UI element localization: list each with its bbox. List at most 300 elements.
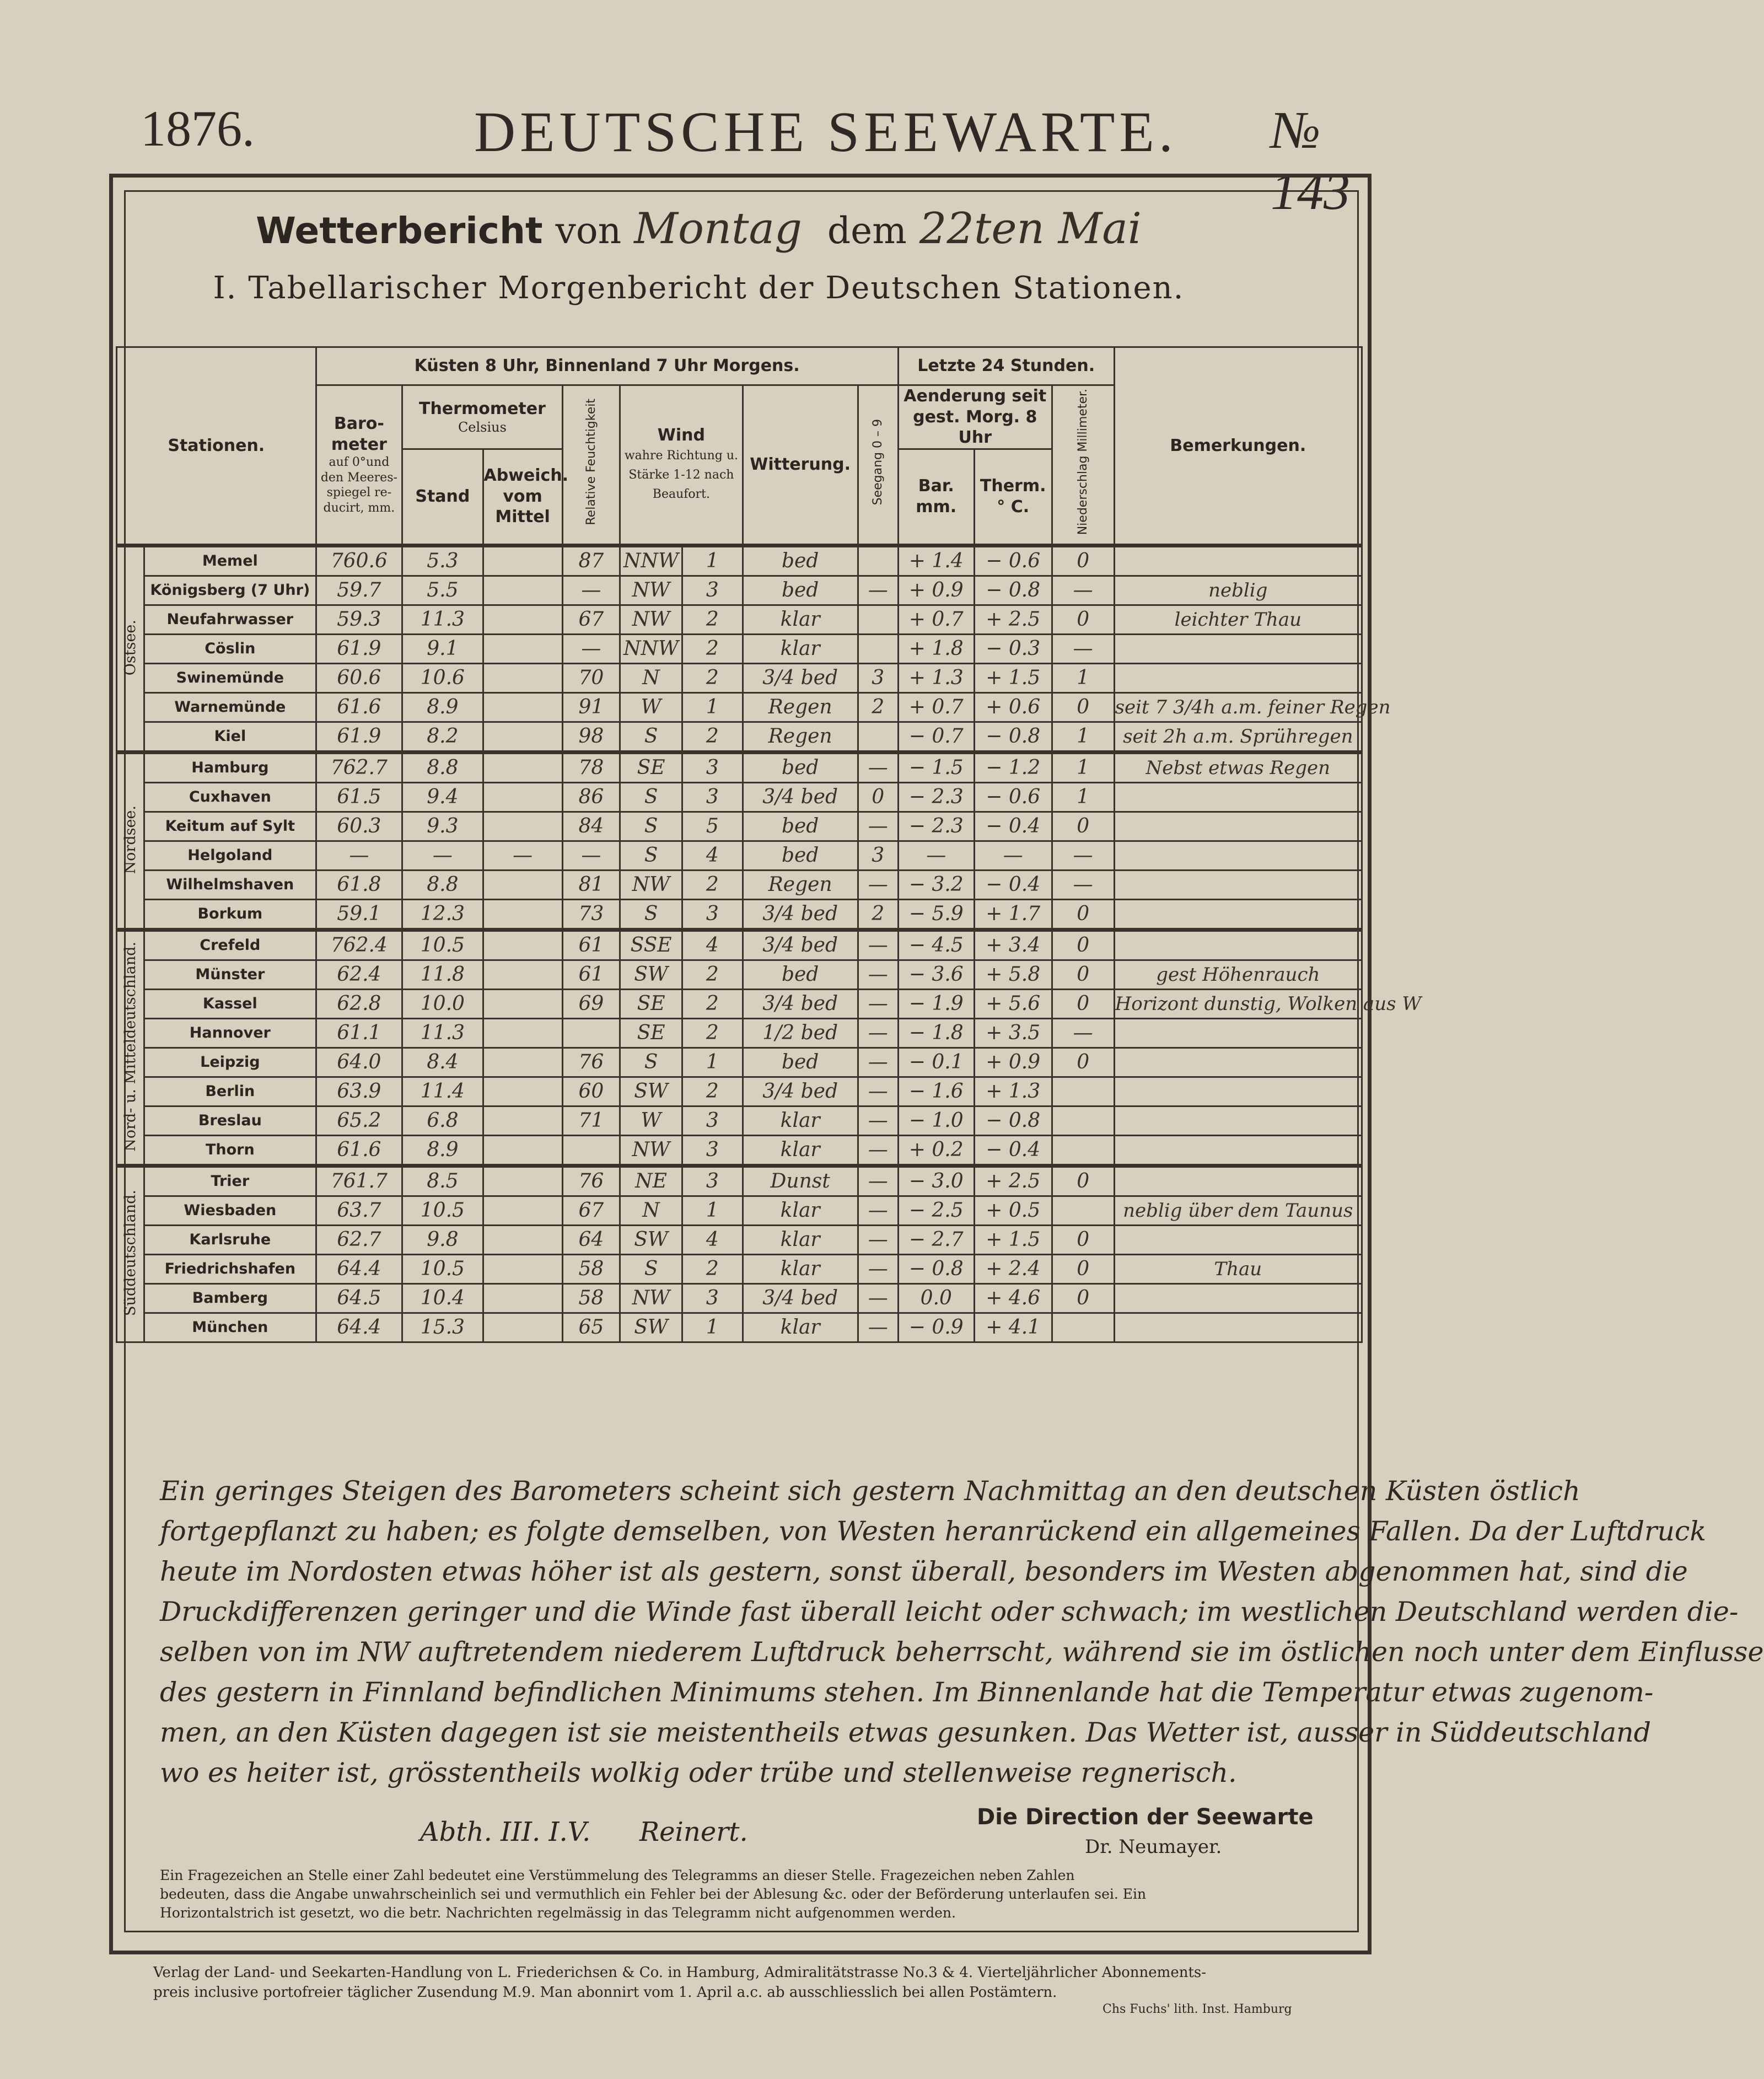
feucht-cell: — (562, 576, 620, 605)
feucht-cell: 69 (562, 989, 620, 1018)
bemerkung-cell: leichter Thau (1114, 605, 1362, 634)
table-row (117, 899, 1362, 930)
bemerkung-cell (1114, 545, 1362, 576)
seegang-cell: — (858, 870, 898, 899)
feucht-cell: 64 (562, 1225, 620, 1254)
header-barometer-label: Baro- meter (331, 414, 387, 454)
therm-change-cell: − 0.8 (974, 576, 1052, 605)
feucht-cell: 61 (562, 960, 620, 989)
footer-line: preis inclusive portofreier täglicher Zusendung M.9. Man abonnirt vom 1. April a.c. ab ausschliesslich bei allen Postämtern. (153, 1984, 1057, 2001)
table-row (117, 1106, 1362, 1135)
therm-change-cell: — (974, 841, 1052, 870)
witterung-cell: bed (743, 752, 858, 782)
feucht-cell: 70 (562, 663, 620, 692)
bar-change-cell: + 1.3 (898, 663, 974, 692)
feucht-cell: 76 (562, 1047, 620, 1077)
station-name: Borkum (144, 899, 316, 930)
wind-force-cell: 3 (682, 1283, 743, 1313)
bemerkung-cell (1114, 1106, 1362, 1135)
wind-force-cell: 1 (682, 1047, 743, 1077)
wind-dir-cell: S (620, 899, 682, 930)
header-feuchtigkeit-label: Relative Feuchtigkeit (584, 399, 598, 525)
stand-cell: 12.3 (402, 899, 483, 930)
station-name: Kassel (144, 989, 316, 1018)
barometer-cell: 60.6 (316, 663, 402, 692)
table-row (117, 1018, 1362, 1047)
therm-change-cell: + 2.5 (974, 605, 1052, 634)
bar-change-cell: − 0.9 (898, 1313, 974, 1342)
barometer-cell: — (316, 841, 402, 870)
witterung-cell: bed (743, 841, 858, 870)
barometer-cell: 63.7 (316, 1196, 402, 1225)
station-name: Friedrichshafen (144, 1254, 316, 1283)
table-row (117, 989, 1362, 1018)
bar-change-cell: − 0.1 (898, 1047, 974, 1077)
barometer-cell: 59.1 (316, 899, 402, 930)
wind-dir-cell: SW (620, 1225, 682, 1254)
witterung-cell: 3/4 bed (743, 1077, 858, 1106)
stand-cell: 8.4 (402, 1047, 483, 1077)
seegang-cell: — (858, 989, 898, 1018)
summary-line: fortgepflanzt zu haben; es folgte demselben, von Westen heranrückend ein allgemeines Fallen. Da der Luftdruck (160, 1516, 1707, 1547)
wind-force-cell: 2 (682, 1077, 743, 1106)
feucht-cell: 81 (562, 870, 620, 899)
publisher-footer (153, 1963, 1388, 2002)
therm-change-cell: − 1.2 (974, 752, 1052, 782)
report-heading (0, 204, 1397, 254)
witterung-cell: klar (743, 634, 858, 663)
bemerkung-cell: neblig (1114, 576, 1362, 605)
station-name: Breslau (144, 1106, 316, 1135)
region-cell (117, 1165, 144, 1342)
therm-change-cell: + 5.8 (974, 960, 1052, 989)
therm-change-cell: + 1.5 (974, 1225, 1052, 1254)
therm-change-cell: − 0.4 (974, 870, 1052, 899)
summary-line: Druckdifferenzen geringer und die Winde fast überall leicht oder schwach; im westlichen Deutschland werden die- (160, 1596, 1739, 1627)
summary-line: des gestern in Finnland befindlichen Minimums stehen. Im Binnenlande hat die Temperatur etwas zugenom- (160, 1677, 1654, 1708)
seegang-cell: — (858, 1018, 898, 1047)
wind-force-cell: 2 (682, 989, 743, 1018)
header-feuchtigkeit (562, 385, 620, 546)
witterung-cell: klar (743, 605, 858, 634)
witterung-cell: bed (743, 960, 858, 989)
bemerkung-cell: Horizont dunstig, Wolken aus W (1114, 989, 1362, 1018)
barometer-cell: 65.2 (316, 1106, 402, 1135)
wind-force-cell: 2 (682, 605, 743, 634)
witterung-cell: 3/4 bed (743, 1283, 858, 1313)
niederschlag-cell: 1 (1052, 752, 1114, 782)
footnote-line: Horizontalstrich ist gesetzt, wo die betr. Nachrichten regelmässig in das Telegramm nicht aufgenommen werden. (160, 1905, 956, 1921)
feucht-cell: 91 (562, 692, 620, 722)
stand-cell: 8.8 (402, 870, 483, 899)
barometer-cell: 61.6 (316, 1135, 402, 1165)
station-name: München (144, 1313, 316, 1342)
station-name: Hamburg (144, 752, 316, 782)
stand-cell: 5.5 (402, 576, 483, 605)
therm-change-cell: + 1.3 (974, 1077, 1052, 1106)
abweich-cell (483, 1106, 562, 1135)
table-row (117, 692, 1362, 722)
barometer-cell: 62.8 (316, 989, 402, 1018)
barometer-cell: 762.7 (316, 752, 402, 782)
direction-label: Die Direction der Seewarte (977, 1804, 1314, 1830)
wind-force-cell: 2 (682, 634, 743, 663)
footer-line: Verlag der Land- und Seekarten-Handlung von L. Friederichsen & Co. in Hamburg, Admiralitätstrasse No.3 & 4. Vierteljährlicher Abonnements- (153, 1964, 1207, 1981)
seegang-cell: — (858, 1254, 898, 1283)
therm-change-cell: − 0.3 (974, 634, 1052, 663)
niederschlag-cell: 0 (1052, 1165, 1114, 1196)
wind-force-cell: 3 (682, 752, 743, 782)
bar-change-cell: + 1.8 (898, 634, 974, 663)
bar-change-cell: − 2.5 (898, 1196, 974, 1225)
stand-cell: 11.3 (402, 1018, 483, 1047)
wind-dir-cell: NE (620, 1165, 682, 1196)
stand-cell: 9.8 (402, 1225, 483, 1254)
barometer-cell: 61.9 (316, 722, 402, 752)
wind-dir-cell: S (620, 1047, 682, 1077)
barometer-cell: 59.3 (316, 605, 402, 634)
niederschlag-cell: 0 (1052, 989, 1114, 1018)
wind-dir-cell: S (620, 841, 682, 870)
bemerkung-cell (1114, 1313, 1362, 1342)
table-row (117, 960, 1362, 989)
barometer-cell: 64.5 (316, 1283, 402, 1313)
wind-force-cell: 3 (682, 899, 743, 930)
wind-dir-cell: SSE (620, 930, 682, 960)
witterung-cell: klar (743, 1135, 858, 1165)
wind-dir-cell: NW (620, 605, 682, 634)
barometer-cell: 61.1 (316, 1018, 402, 1047)
witterung-cell: Regen (743, 722, 858, 752)
wind-dir-cell: N (620, 1196, 682, 1225)
station-name: Bamberg (144, 1283, 316, 1313)
header-bar-change: Bar. mm. (898, 449, 974, 545)
abweich-cell (483, 1254, 562, 1283)
therm-change-cell: + 4.6 (974, 1283, 1052, 1313)
bar-change-cell: − 4.5 (898, 930, 974, 960)
wind-dir-cell: NNW (620, 545, 682, 576)
header-niederschlag (1052, 385, 1114, 546)
station-name: Kiel (144, 722, 316, 752)
abweich-cell (483, 899, 562, 930)
station-name: Königsberg (7 Uhr) (144, 576, 316, 605)
barometer-cell: 761.7 (316, 1165, 402, 1196)
witterung-cell: 3/4 bed (743, 989, 858, 1018)
abweich-cell (483, 1135, 562, 1165)
barometer-cell: 760.6 (316, 545, 402, 576)
therm-change-cell: + 3.5 (974, 1018, 1052, 1047)
bar-change-cell: 0.0 (898, 1283, 974, 1313)
barometer-cell: 61.9 (316, 634, 402, 663)
niederschlag-cell: 0 (1052, 1225, 1114, 1254)
barometer-cell: 62.7 (316, 1225, 402, 1254)
station-name: Wiesbaden (144, 1196, 316, 1225)
niederschlag-cell: 0 (1052, 960, 1114, 989)
barometer-cell: 59.7 (316, 576, 402, 605)
bar-change-cell: + 0.7 (898, 692, 974, 722)
barometer-cell: 61.8 (316, 870, 402, 899)
bemerkung-cell: Thau (1114, 1254, 1362, 1283)
stand-cell: 5.3 (402, 545, 483, 576)
table-row (117, 663, 1362, 692)
table-row (117, 1313, 1362, 1342)
feucht-cell: 73 (562, 899, 620, 930)
niederschlag-cell: 0 (1052, 930, 1114, 960)
bar-change-cell: − 3.6 (898, 960, 974, 989)
bar-change-cell: + 0.9 (898, 576, 974, 605)
wind-dir-cell: S (620, 722, 682, 752)
bar-change-cell: + 1.4 (898, 545, 974, 576)
station-name: Leipzig (144, 1047, 316, 1077)
feucht-cell: 58 (562, 1254, 620, 1283)
header-stand: Stand (402, 449, 483, 545)
bemerkung-cell: gest Höhenrauch (1114, 960, 1362, 989)
feucht-cell: 58 (562, 1283, 620, 1313)
therm-change-cell: − 0.4 (974, 812, 1052, 841)
table-row (117, 870, 1362, 899)
abweich-cell (483, 752, 562, 782)
witterung-cell: 3/4 bed (743, 899, 858, 930)
station-name: Neufahrwasser (144, 605, 316, 634)
witterung-cell: Dunst (743, 1165, 858, 1196)
bemerkung-cell (1114, 812, 1362, 841)
stand-cell: 9.3 (402, 812, 483, 841)
header-aenderung: Aenderung seit gest. Morg. 8 Uhr (898, 385, 1052, 449)
stand-cell: 10.6 (402, 663, 483, 692)
bemerkung-cell: seit 2h a.m. Sprühregen (1114, 722, 1362, 752)
feucht-cell (562, 1018, 620, 1047)
abweich-cell (483, 782, 562, 812)
bemerkung-cell (1114, 1077, 1362, 1106)
summary-line: wo es heiter ist, grösstentheils wolkig oder trübe und stellenweise regnerisch. (160, 1757, 1237, 1788)
bemerkung-cell (1114, 1165, 1362, 1196)
wind-force-cell: 2 (682, 960, 743, 989)
niederschlag-cell: 1 (1052, 722, 1114, 752)
station-name: Keitum auf Sylt (144, 812, 316, 841)
witterung-cell: 3/4 bed (743, 930, 858, 960)
seegang-cell: — (858, 1047, 898, 1077)
therm-change-cell: + 2.5 (974, 1165, 1052, 1196)
bemerkung-cell (1114, 1018, 1362, 1047)
wind-dir-cell: SW (620, 960, 682, 989)
header-wind-note: wahre Richtung u. Stärke 1-12 nach Beaufort. (624, 448, 738, 502)
table-row (117, 782, 1362, 812)
therm-change-cell: − 0.4 (974, 1135, 1052, 1165)
table-row (117, 1135, 1362, 1165)
stand-cell: 15.3 (402, 1313, 483, 1342)
weather-table (116, 346, 1422, 1343)
wind-force-cell: 4 (682, 1225, 743, 1254)
region-label: Nordsee. (122, 805, 139, 874)
witterung-cell: klar (743, 1196, 858, 1225)
therm-change-cell: − 0.6 (974, 782, 1052, 812)
bemerkung-cell: Nebst etwas Regen (1114, 752, 1362, 782)
wind-dir-cell: S (620, 782, 682, 812)
barometer-cell: 64.0 (316, 1047, 402, 1077)
niederschlag-cell (1052, 1135, 1114, 1165)
abweich-cell (483, 989, 562, 1018)
bar-change-cell: − 3.2 (898, 870, 974, 899)
feucht-cell: 60 (562, 1077, 620, 1106)
seegang-cell: — (858, 1313, 898, 1342)
bemerkung-cell (1114, 870, 1362, 899)
witterung-cell: klar (743, 1225, 858, 1254)
table-row (117, 812, 1362, 841)
station-name: Warnemünde (144, 692, 316, 722)
niederschlag-cell: — (1052, 634, 1114, 663)
niederschlag-cell: 0 (1052, 605, 1114, 634)
footnote-line: bedeuten, dass die Angabe unwahrscheinlich sei und vermuthlich ein Fehler bei der Ablesung &c. oder der Beförderung unterlaufen sei. Ein (160, 1886, 1147, 1902)
bar-change-cell: − 5.9 (898, 899, 974, 930)
seegang-cell: — (858, 930, 898, 960)
wind-dir-cell: W (620, 1106, 682, 1135)
bemerkung-cell (1114, 899, 1362, 930)
witterung-cell: bed (743, 1047, 858, 1077)
stand-cell: 8.8 (402, 752, 483, 782)
stand-cell: 9.1 (402, 634, 483, 663)
bemerkung-cell (1114, 841, 1362, 870)
bar-change-cell: − 1.0 (898, 1106, 974, 1135)
header-barometer (316, 385, 402, 546)
abweich-cell (483, 722, 562, 752)
region-label: Ostsee. (122, 619, 139, 676)
header-witterung: Witterung. (743, 385, 858, 546)
station-name: Karlsruhe (144, 1225, 316, 1254)
table-row (117, 841, 1362, 870)
therm-change-cell: + 0.6 (974, 692, 1052, 722)
wind-force-cell: 5 (682, 812, 743, 841)
feucht-cell: 78 (562, 752, 620, 782)
wind-force-cell: 2 (682, 663, 743, 692)
station-name: Berlin (144, 1077, 316, 1106)
signature-abth: Abth. III. I.V. (420, 1817, 591, 1847)
wind-force-cell: 1 (682, 692, 743, 722)
heading-von: von (555, 209, 622, 252)
feucht-cell (562, 1135, 620, 1165)
masthead-title: DEUTSCHE SEEWARTE. (474, 100, 1177, 164)
wind-force-cell: 3 (682, 576, 743, 605)
wind-force-cell: 3 (682, 1165, 743, 1196)
region-cell (117, 930, 144, 1165)
abweich-cell (483, 1196, 562, 1225)
wind-force-cell: 2 (682, 1254, 743, 1283)
niederschlag-cell (1052, 1077, 1114, 1106)
abweich-cell (483, 634, 562, 663)
feucht-cell: — (562, 634, 620, 663)
bemerkung-cell (1114, 782, 1362, 812)
bar-change-cell: + 0.7 (898, 605, 974, 634)
summary-line: selben von im NW auftretendem niederem Luftdruck beherrscht, während sie im östlichen noch unter dem Einflusse (160, 1636, 1764, 1668)
therm-change-cell: − 0.8 (974, 722, 1052, 752)
wind-force-cell: 1 (682, 545, 743, 576)
feucht-cell: 86 (562, 782, 620, 812)
niederschlag-cell: 0 (1052, 692, 1114, 722)
wind-dir-cell: NW (620, 1135, 682, 1165)
abweich-cell (483, 870, 562, 899)
wind-force-cell: 1 (682, 1196, 743, 1225)
table-row (117, 930, 1362, 960)
niederschlag-cell: — (1052, 576, 1114, 605)
bemerkung-cell (1114, 930, 1362, 960)
region-label: Nord- u. Mitteldeutschland. (122, 941, 139, 1152)
table-row (117, 1196, 1362, 1225)
seegang-cell: 2 (858, 899, 898, 930)
bemerkung-cell: seit 7 3/4h a.m. feiner Regen (1114, 692, 1362, 722)
region-label: Süddeutschland. (122, 1190, 139, 1317)
witterung-cell: bed (743, 576, 858, 605)
seegang-cell (858, 605, 898, 634)
heading-prefix: Wetterbericht (256, 209, 543, 252)
abweich-cell (483, 930, 562, 960)
stand-cell: 11.3 (402, 605, 483, 634)
abweich-cell (483, 1018, 562, 1047)
stand-cell: 9.4 (402, 782, 483, 812)
bar-change-cell: − 2.3 (898, 782, 974, 812)
barometer-cell: 61.5 (316, 782, 402, 812)
table-row (117, 1047, 1362, 1077)
header-celsius: Celsius (458, 420, 507, 435)
niederschlag-cell (1052, 1313, 1114, 1342)
seegang-cell: — (858, 1106, 898, 1135)
bar-change-cell: — (898, 841, 974, 870)
stand-cell: 10.5 (402, 930, 483, 960)
wind-force-cell: 2 (682, 870, 743, 899)
seegang-cell: — (858, 1225, 898, 1254)
station-name: Cöslin (144, 634, 316, 663)
header-abweich: Abweich. vom Mittel (483, 449, 562, 545)
bemerkung-cell: neblig über dem Taunus (1114, 1196, 1362, 1225)
header-barometer-note: auf 0°und den Meeres- spiegel re- ducirt, mm. (320, 455, 397, 515)
bar-change-cell: − 0.8 (898, 1254, 974, 1283)
seegang-cell: 2 (858, 692, 898, 722)
stand-cell: 11.4 (402, 1077, 483, 1106)
stand-cell: 8.5 (402, 1165, 483, 1196)
bemerkung-cell (1114, 634, 1362, 663)
year: 1876. (141, 100, 255, 157)
abweich-cell: — (483, 841, 562, 870)
header-thermometer-label: Thermometer (418, 399, 546, 418)
niederschlag-cell: 1 (1052, 782, 1114, 812)
seegang-cell: — (858, 1077, 898, 1106)
wind-force-cell: 4 (682, 930, 743, 960)
header-niederschlag-label: Niederschlag Millimeter. (1075, 389, 1090, 535)
seegang-cell: — (858, 576, 898, 605)
therm-change-cell: + 3.4 (974, 930, 1052, 960)
seegang-cell: 3 (858, 663, 898, 692)
wind-force-cell: 1 (682, 1313, 743, 1342)
station-name: Helgoland (144, 841, 316, 870)
barometer-cell: 64.4 (316, 1313, 402, 1342)
wind-force-cell: 2 (682, 722, 743, 752)
stand-cell: 11.8 (402, 960, 483, 989)
feucht-cell: 84 (562, 812, 620, 841)
station-name: Thorn (144, 1135, 316, 1165)
niederschlag-cell: — (1052, 841, 1114, 870)
table-row (117, 752, 1362, 782)
wind-dir-cell: W (620, 692, 682, 722)
niederschlag-cell (1052, 1106, 1114, 1135)
table-row (117, 1077, 1362, 1106)
wind-force-cell: 4 (682, 841, 743, 870)
feucht-cell: 65 (562, 1313, 620, 1342)
station-name: Memel (144, 545, 316, 576)
issue-number: № 143 (1271, 100, 1350, 221)
wind-dir-cell: SW (620, 1077, 682, 1106)
therm-change-cell: + 0.9 (974, 1047, 1052, 1077)
wind-force-cell: 2 (682, 1018, 743, 1047)
seegang-cell: — (858, 1283, 898, 1313)
abweich-cell (483, 692, 562, 722)
